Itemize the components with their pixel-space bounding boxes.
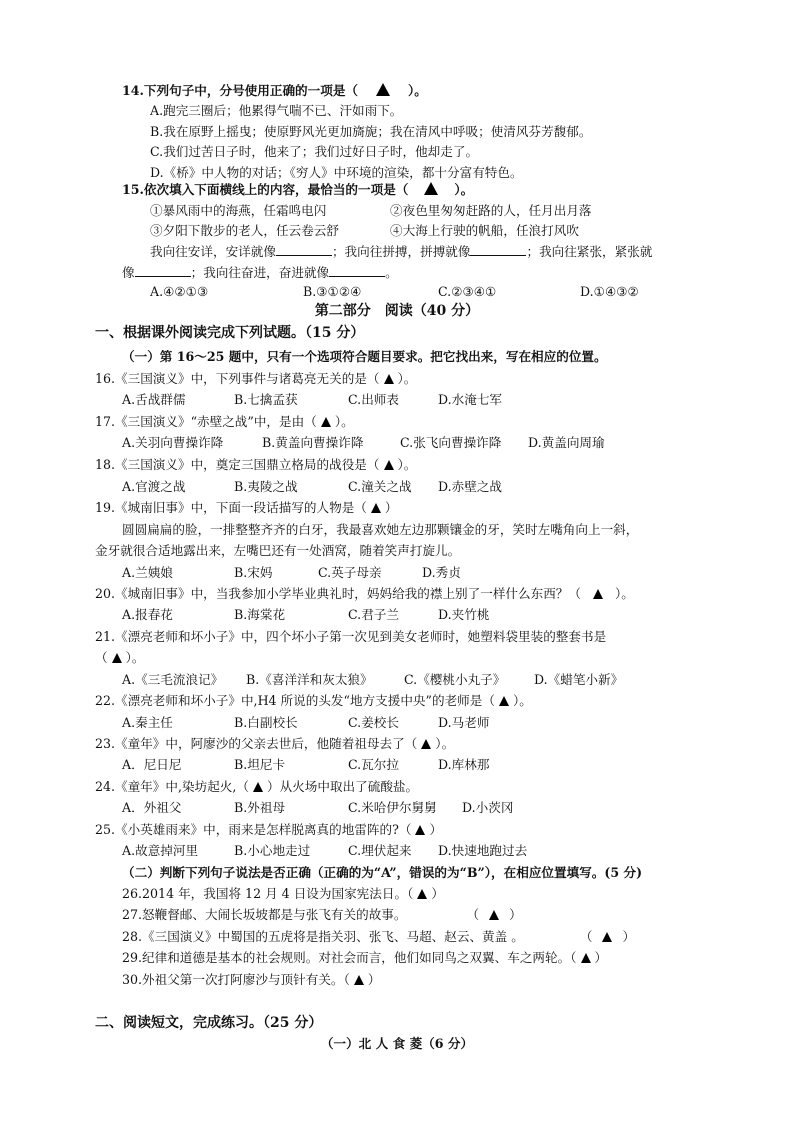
q15-item-3: ③夕阳下散步的老人，任云卷云舒 <box>150 223 339 238</box>
answer-triangle-icon[interactable] <box>417 889 427 899</box>
subsection2-title: （二）判断下列句子说法是否正确（正确的为“A”，错误的为“B”），在相应位置填写。(5 分) <box>122 865 643 880</box>
q30: 30.外祖父第一次打阿廖沙与顶针有关。（ ） <box>122 972 381 987</box>
answer-triangle-icon[interactable] <box>424 182 438 195</box>
q20-stem: 20.《城南旧事》中，当我参加小学毕业典礼时，妈妈给我的襟上别了一样什么东西？（ ）。 <box>95 586 634 601</box>
q19-passage-line-1: 圆圆扁扁的脸，一排整整齐齐的白牙，我最喜欢她左边那颗镶金的牙，笑时左嘴角向上一斜， <box>122 522 639 537</box>
q21-stem-cont: （ ）。 <box>95 650 145 665</box>
part2-title: 第二部分 阅读（40 分） <box>314 303 480 319</box>
q24-stem: 24.《童年》中,染坊起火,（ ）从火场中取出了硫酸盐。 <box>95 779 419 794</box>
subsection1-title: （一）第 16～25 题中，只有一个选项符合题目要求。把它找出来，写在相应的位置。 <box>122 349 607 364</box>
answer-triangle-icon[interactable] <box>415 825 425 835</box>
answer-triangle-icon[interactable] <box>593 589 603 599</box>
q14-option-c: C.我们过苦日子时，他来了；我们过好日子时，他却走了。 <box>150 144 479 159</box>
q17-stem: 17.《三国演义》“赤壁之战”中，是由（ ）。 <box>95 414 354 429</box>
q22-stem: 22.《漂亮老师和坏小子》中,H4 所说的头发“地方支援中央”的老师是（ ）。 <box>95 693 532 708</box>
answer-triangle-icon[interactable] <box>321 417 331 427</box>
answer-triangle-icon[interactable] <box>421 739 431 749</box>
q15-stem: 15.依次填入下面横线上的内容，最恰当的一项是（ ）。 <box>122 182 474 197</box>
answer-triangle-icon[interactable] <box>602 932 612 942</box>
q29: 29.纪律和道德是基本的社会规则。对社会而言，他们如同鸟之双翼、车之两轮。（ ） <box>122 950 608 965</box>
fill-blank[interactable] <box>135 264 191 277</box>
q15-option-d: D.①④③② <box>580 284 639 299</box>
q26: 26.2014 年，我国将 12 月 4 日设为国家宪法日。（ ） <box>122 886 444 901</box>
q18-stem: 18.《三国演义》中，奠定三国鼎立格局的战役是（ ）。 <box>95 457 417 472</box>
q14-option-a: A.跑完三圈后；他累得气喘不已、汗如雨下。 <box>150 103 403 118</box>
passage-title: （一）北 人 食 菱（6 分） <box>320 1036 474 1051</box>
answer-triangle-icon[interactable] <box>499 696 509 706</box>
q15-item-2: ②夜色里匆匆赶路的人，任月出月落 <box>390 203 592 218</box>
q14-option-b: B.我在原野上摇曳；使原野风光更加旖旎；我在清风中呼吸；使清风芬芳馥郁。 <box>150 124 592 139</box>
q25-stem: 25.《小英雄雨来》中，雨来是怎样脱离真的地雷阵的?（ ） <box>95 822 443 837</box>
q27: 27.怒鞭督邮、大闹长坂坡都是与张飞有关的故事。 （ ） <box>122 907 522 922</box>
q14-stem: 14.下列句子中，分号使用正确的一项是（ ）。 <box>122 83 427 98</box>
q15-option-a: A.④②①③ <box>150 284 209 299</box>
answer-triangle-icon[interactable] <box>384 374 394 384</box>
answer-triangle-icon[interactable] <box>581 953 591 963</box>
fill-blank[interactable] <box>329 264 385 277</box>
q19-passage-line-2: 金牙就很合适地露出来，左嘴巴还有一处酒窝，随着笑声打旋儿。 <box>95 543 461 558</box>
q23-stem: 23.《童年》中，阿廖沙的父亲去世后，他随着祖母去了（ ）。 <box>95 736 455 751</box>
q16-stem: 16.《三国演义》中，下列事件与诸葛亮无关的是（ ）。 <box>95 371 417 386</box>
q15-option-b: B.③①②④ <box>303 284 362 299</box>
section1-title: 一、根据课外阅读完成下列试题。（15 分） <box>95 325 365 341</box>
fill-blank[interactable] <box>470 243 526 256</box>
q15-item-1: ①暴风雨中的海燕，任霜鸣电闪 <box>150 203 327 218</box>
q15-fill-line-2: 像 ；我向往奋进，奋进就像 。 <box>122 265 398 280</box>
q21-stem: 21.《漂亮老师和坏小子》中，四个坏小子第一次见到美女老师时，她塑料袋里装的整套书是 <box>95 629 607 644</box>
q15-option-c: C.②③④① <box>438 284 497 299</box>
answer-triangle-icon[interactable] <box>376 83 390 96</box>
answer-triangle-icon[interactable] <box>354 975 364 985</box>
answer-triangle-icon[interactable] <box>371 503 381 513</box>
fill-blank[interactable] <box>276 243 332 256</box>
q14-option-d: D.《桥》中人物的对话；《穷人》中环境的渲染，都十分富有特色。 <box>150 165 523 180</box>
section2-title: 二、阅读短文，完成练习。（25 分） <box>95 1015 323 1031</box>
answer-triangle-icon[interactable] <box>253 782 263 792</box>
q19-stem: 19.《城南旧事》中，下面一段话描写的人物是（ ） <box>95 500 398 515</box>
q28: 28.《三国演义》中蜀国的五虎将是指关羽、张飞、马超、赵云、黄盖 。 （ ） <box>122 929 636 944</box>
answer-triangle-icon[interactable] <box>112 653 122 663</box>
q15-fill-line-1: 我向往安详，安详就像 ；我向往拼搏，拼搏就像 ；我向往紧张，紧张就 <box>150 244 653 259</box>
answer-triangle-icon[interactable] <box>384 460 394 470</box>
answer-triangle-icon[interactable] <box>489 910 499 920</box>
q15-item-4: ④大海上行驶的帆船，任浪打风吹 <box>390 223 579 238</box>
